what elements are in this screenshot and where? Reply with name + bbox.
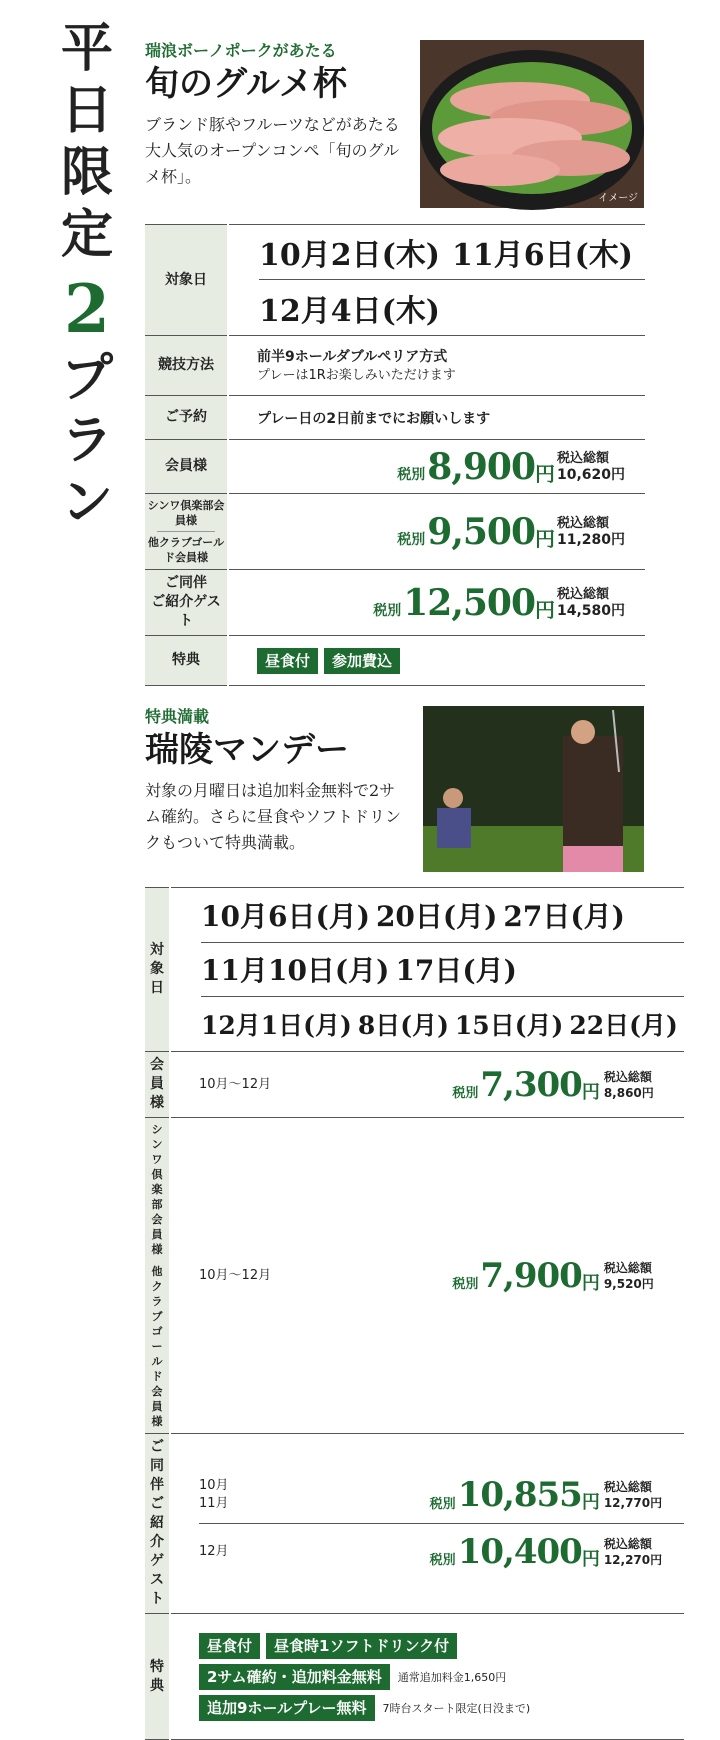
- label-divider: [157, 531, 215, 532]
- incl-label: 税込総額: [557, 586, 610, 602]
- price-box: [452, 1065, 599, 1105]
- plan1-row-method: [145, 336, 645, 396]
- price-incl: [557, 450, 645, 484]
- date-item: 11月10日(月): [201, 954, 390, 987]
- incl-label: 税込総額: [603, 1069, 652, 1084]
- plan2-dates: [201, 889, 684, 1051]
- price-prefix: 税別: [397, 531, 426, 548]
- price-box: [452, 1256, 599, 1296]
- plan1-row-dates: [145, 225, 645, 336]
- price-incl: [604, 1260, 684, 1292]
- incl-amount: 11,280円: [557, 531, 626, 548]
- side-title-char: 定: [60, 204, 113, 265]
- plan2-title: 瑞陵マンデー: [145, 730, 349, 770]
- price-prefix: 税別: [429, 1496, 456, 1512]
- price-incl: [604, 1479, 684, 1511]
- benefit-note: 通常追加料金1,650円: [397, 1670, 507, 1684]
- benefit-tag: 昼食付: [199, 1633, 260, 1659]
- benefit-tag: 追加9ホールプレー無料: [199, 1695, 375, 1721]
- date-item: 10月2日(木): [258, 238, 440, 273]
- plan2-row-member: [145, 1052, 684, 1118]
- incl-amount: 8,860円: [603, 1085, 654, 1100]
- plan2-lead: 対象の月曜日は追加料金無料で2サム確約。さらに昼食やソフトドリンクもついて特典満載。: [145, 781, 402, 852]
- plan2-partner-price: [199, 1118, 684, 1433]
- date-item: 22日(月): [569, 1010, 678, 1040]
- price-box: [430, 1532, 600, 1572]
- plan2-row-benefit: [145, 1614, 684, 1740]
- incl-label: 税込総額: [603, 1480, 652, 1494]
- incl-amount: 14,580円: [557, 602, 626, 619]
- incl-label: 税込総額: [603, 1536, 652, 1551]
- incl-amount: 12,270円: [603, 1552, 663, 1567]
- plan2-dates-line: [201, 889, 684, 943]
- price-amount: 7,900: [480, 1255, 582, 1296]
- side-title-number: 2: [64, 270, 110, 348]
- plan2-row-dates: [145, 888, 684, 1052]
- plan2-dates-line: [201, 997, 684, 1051]
- plan2-row-guest: [145, 1434, 684, 1614]
- side-title-char: 平: [60, 18, 113, 79]
- price-prefix: 税別: [373, 602, 402, 619]
- label-line: 他クラブゴールド会員様: [147, 536, 225, 564]
- side-title-char: ン: [60, 472, 113, 533]
- date-item: 17日(月): [395, 954, 517, 987]
- price-unit: 円: [535, 462, 555, 486]
- side-title-char: 限: [60, 142, 113, 203]
- plan2-guest-price-b: [199, 1524, 684, 1580]
- price-amount: 10,400: [457, 1531, 582, 1572]
- plan1-row-reserve: [145, 396, 645, 440]
- benefit-tag: 昼食時1ソフトドリンク付: [266, 1633, 457, 1659]
- photo-caption: イメージ: [598, 193, 638, 204]
- price-prefix: 税別: [452, 1277, 479, 1292]
- price-box: [430, 1475, 600, 1515]
- benefit-line: [199, 1633, 684, 1659]
- plan1-guest-price: [229, 570, 645, 635]
- plan1-row-partner: [145, 494, 645, 570]
- price-unit: 円: [535, 598, 555, 622]
- price-unit: 円: [535, 527, 555, 551]
- benefit-note: 7時台スタート限定(日没まで): [382, 1701, 531, 1715]
- plan1-method-main: 前半9ホールダブルペリア方式: [256, 348, 448, 365]
- label-line: ご紹介ゲスト: [150, 1496, 164, 1607]
- price-amount: 12,500: [403, 581, 535, 624]
- label-line: ご紹介ゲスト: [151, 594, 221, 629]
- incl-label: 税込総額: [557, 515, 610, 531]
- side-title-char: ラ: [60, 410, 113, 471]
- label-line: シンワ倶楽部会員様: [147, 499, 225, 527]
- plan1-kicker: 瑞浪ボーノポークがあたる: [145, 41, 337, 60]
- price-row: [199, 1468, 684, 1523]
- price-incl: [557, 586, 645, 620]
- plan1-row-member: [145, 440, 645, 494]
- incl-label: 税込総額: [557, 450, 610, 466]
- pork-photo: [420, 40, 644, 208]
- plan2-label-member: 会員様: [145, 1052, 170, 1118]
- price-period: 12月: [199, 1543, 229, 1559]
- plan1-lead: ブランド豚やフルーツなどがあたる大人気のオープンコンペ「旬のグルメ杯」。: [145, 115, 400, 186]
- plan2-kicker: 特典満載: [145, 707, 210, 726]
- date-item: 20日(月): [375, 900, 498, 933]
- plan1-row-guest: [145, 570, 645, 636]
- label-line: ご同伴: [150, 1439, 164, 1493]
- label-line: ご同伴: [164, 575, 207, 591]
- incl-amount: 9,520円: [603, 1276, 654, 1291]
- price-period: [199, 1477, 285, 1513]
- plan1-title: 旬のグルメ杯: [145, 64, 347, 104]
- plan1-reserve-text: プレー日の2日前までにお願いします: [228, 396, 645, 440]
- golfer-photo: [423, 706, 644, 872]
- incl-amount: 10,620円: [557, 466, 626, 483]
- price-row: [199, 1524, 684, 1580]
- price-incl: [557, 515, 645, 549]
- price-unit: 円: [581, 1272, 600, 1294]
- plan1-partner-price: [229, 494, 645, 569]
- plan1-label-method: 競技方法: [145, 336, 228, 396]
- plan2-label-guest: [145, 1434, 170, 1614]
- benefit-tag: 2サム確約・追加料金無料: [199, 1664, 390, 1690]
- plan1-label-reserve: ご予約: [145, 396, 228, 440]
- price-amount: 10,855: [457, 1475, 582, 1515]
- plan1-dates-line: [259, 280, 645, 335]
- plan1-member-price: [229, 440, 645, 493]
- label-line: シンワ倶楽部会員様: [151, 1123, 163, 1256]
- incl-amount: 12,770円: [603, 1496, 663, 1510]
- price-unit: 円: [581, 1548, 600, 1570]
- date-item: 8日(月): [357, 1010, 449, 1040]
- side-title-suffix: [61, 348, 113, 534]
- date-item: 12月1日(月): [201, 1010, 352, 1040]
- price-amount: 7,300: [480, 1064, 582, 1105]
- period-line: 11月: [199, 1496, 229, 1511]
- date-item: 15日(月): [454, 1010, 564, 1040]
- plan1-row-benefit: [145, 636, 645, 686]
- benefit-tag: 昼食付: [257, 648, 318, 674]
- price-prefix: 税別: [397, 466, 426, 483]
- plan1-method-note: プレーは1Rお楽しみいただけます: [256, 367, 456, 383]
- price-period: 10月〜12月: [199, 1267, 272, 1283]
- plan1-dates-line: [259, 225, 645, 280]
- side-title: [52, 18, 122, 534]
- plan2-table: [145, 887, 684, 1740]
- plan1-dates: [259, 225, 645, 335]
- plan2-label-dates: 対象日: [145, 888, 170, 1052]
- plan1-label-guest: [145, 570, 228, 636]
- label-line: 他クラブゴールド会員様: [151, 1265, 163, 1428]
- plan2-member-price: [199, 1052, 684, 1117]
- benefit-line: [199, 1695, 684, 1721]
- plan2-dates-line: [201, 943, 684, 997]
- price-prefix: 税別: [452, 1086, 479, 1101]
- price-unit: 円: [581, 1081, 600, 1103]
- price-incl: [604, 1069, 684, 1101]
- plan1-benefit-tags: [257, 648, 645, 674]
- side-title-main: [61, 18, 113, 266]
- period-line: 10月: [199, 1478, 229, 1493]
- plan1-table: [145, 224, 645, 686]
- price-amount: 8,900: [427, 445, 535, 488]
- price-prefix: 税別: [429, 1553, 456, 1568]
- plan1-label-member: 会員様: [145, 440, 228, 494]
- side-title-char: 日: [60, 80, 113, 141]
- benefit-tag: 参加費込: [324, 648, 400, 674]
- plan2-guest-price-a: [199, 1468, 684, 1524]
- price-unit: 円: [581, 1492, 600, 1513]
- price-incl: [604, 1536, 684, 1568]
- benefit-line: [199, 1664, 684, 1690]
- plan2-label-benefit: 特典: [145, 1614, 170, 1740]
- plan1-label-partner: [145, 494, 228, 570]
- side-title-char: プ: [60, 348, 113, 409]
- plan2-row-partner: [145, 1118, 684, 1434]
- date-item: 12月4日(木): [258, 293, 440, 329]
- plan1-label-dates: 対象日: [145, 225, 228, 336]
- price-period: 10月〜12月: [199, 1076, 272, 1092]
- date-item: 27日(月): [503, 900, 625, 933]
- plan2-label-partner: [145, 1118, 170, 1434]
- date-item: 10月6日(月): [201, 900, 370, 933]
- price-amount: 9,500: [427, 510, 535, 553]
- incl-label: 税込総額: [603, 1260, 652, 1275]
- date-item: 11月6日(木): [451, 238, 633, 273]
- plan1-label-benefit: 特典: [145, 636, 228, 686]
